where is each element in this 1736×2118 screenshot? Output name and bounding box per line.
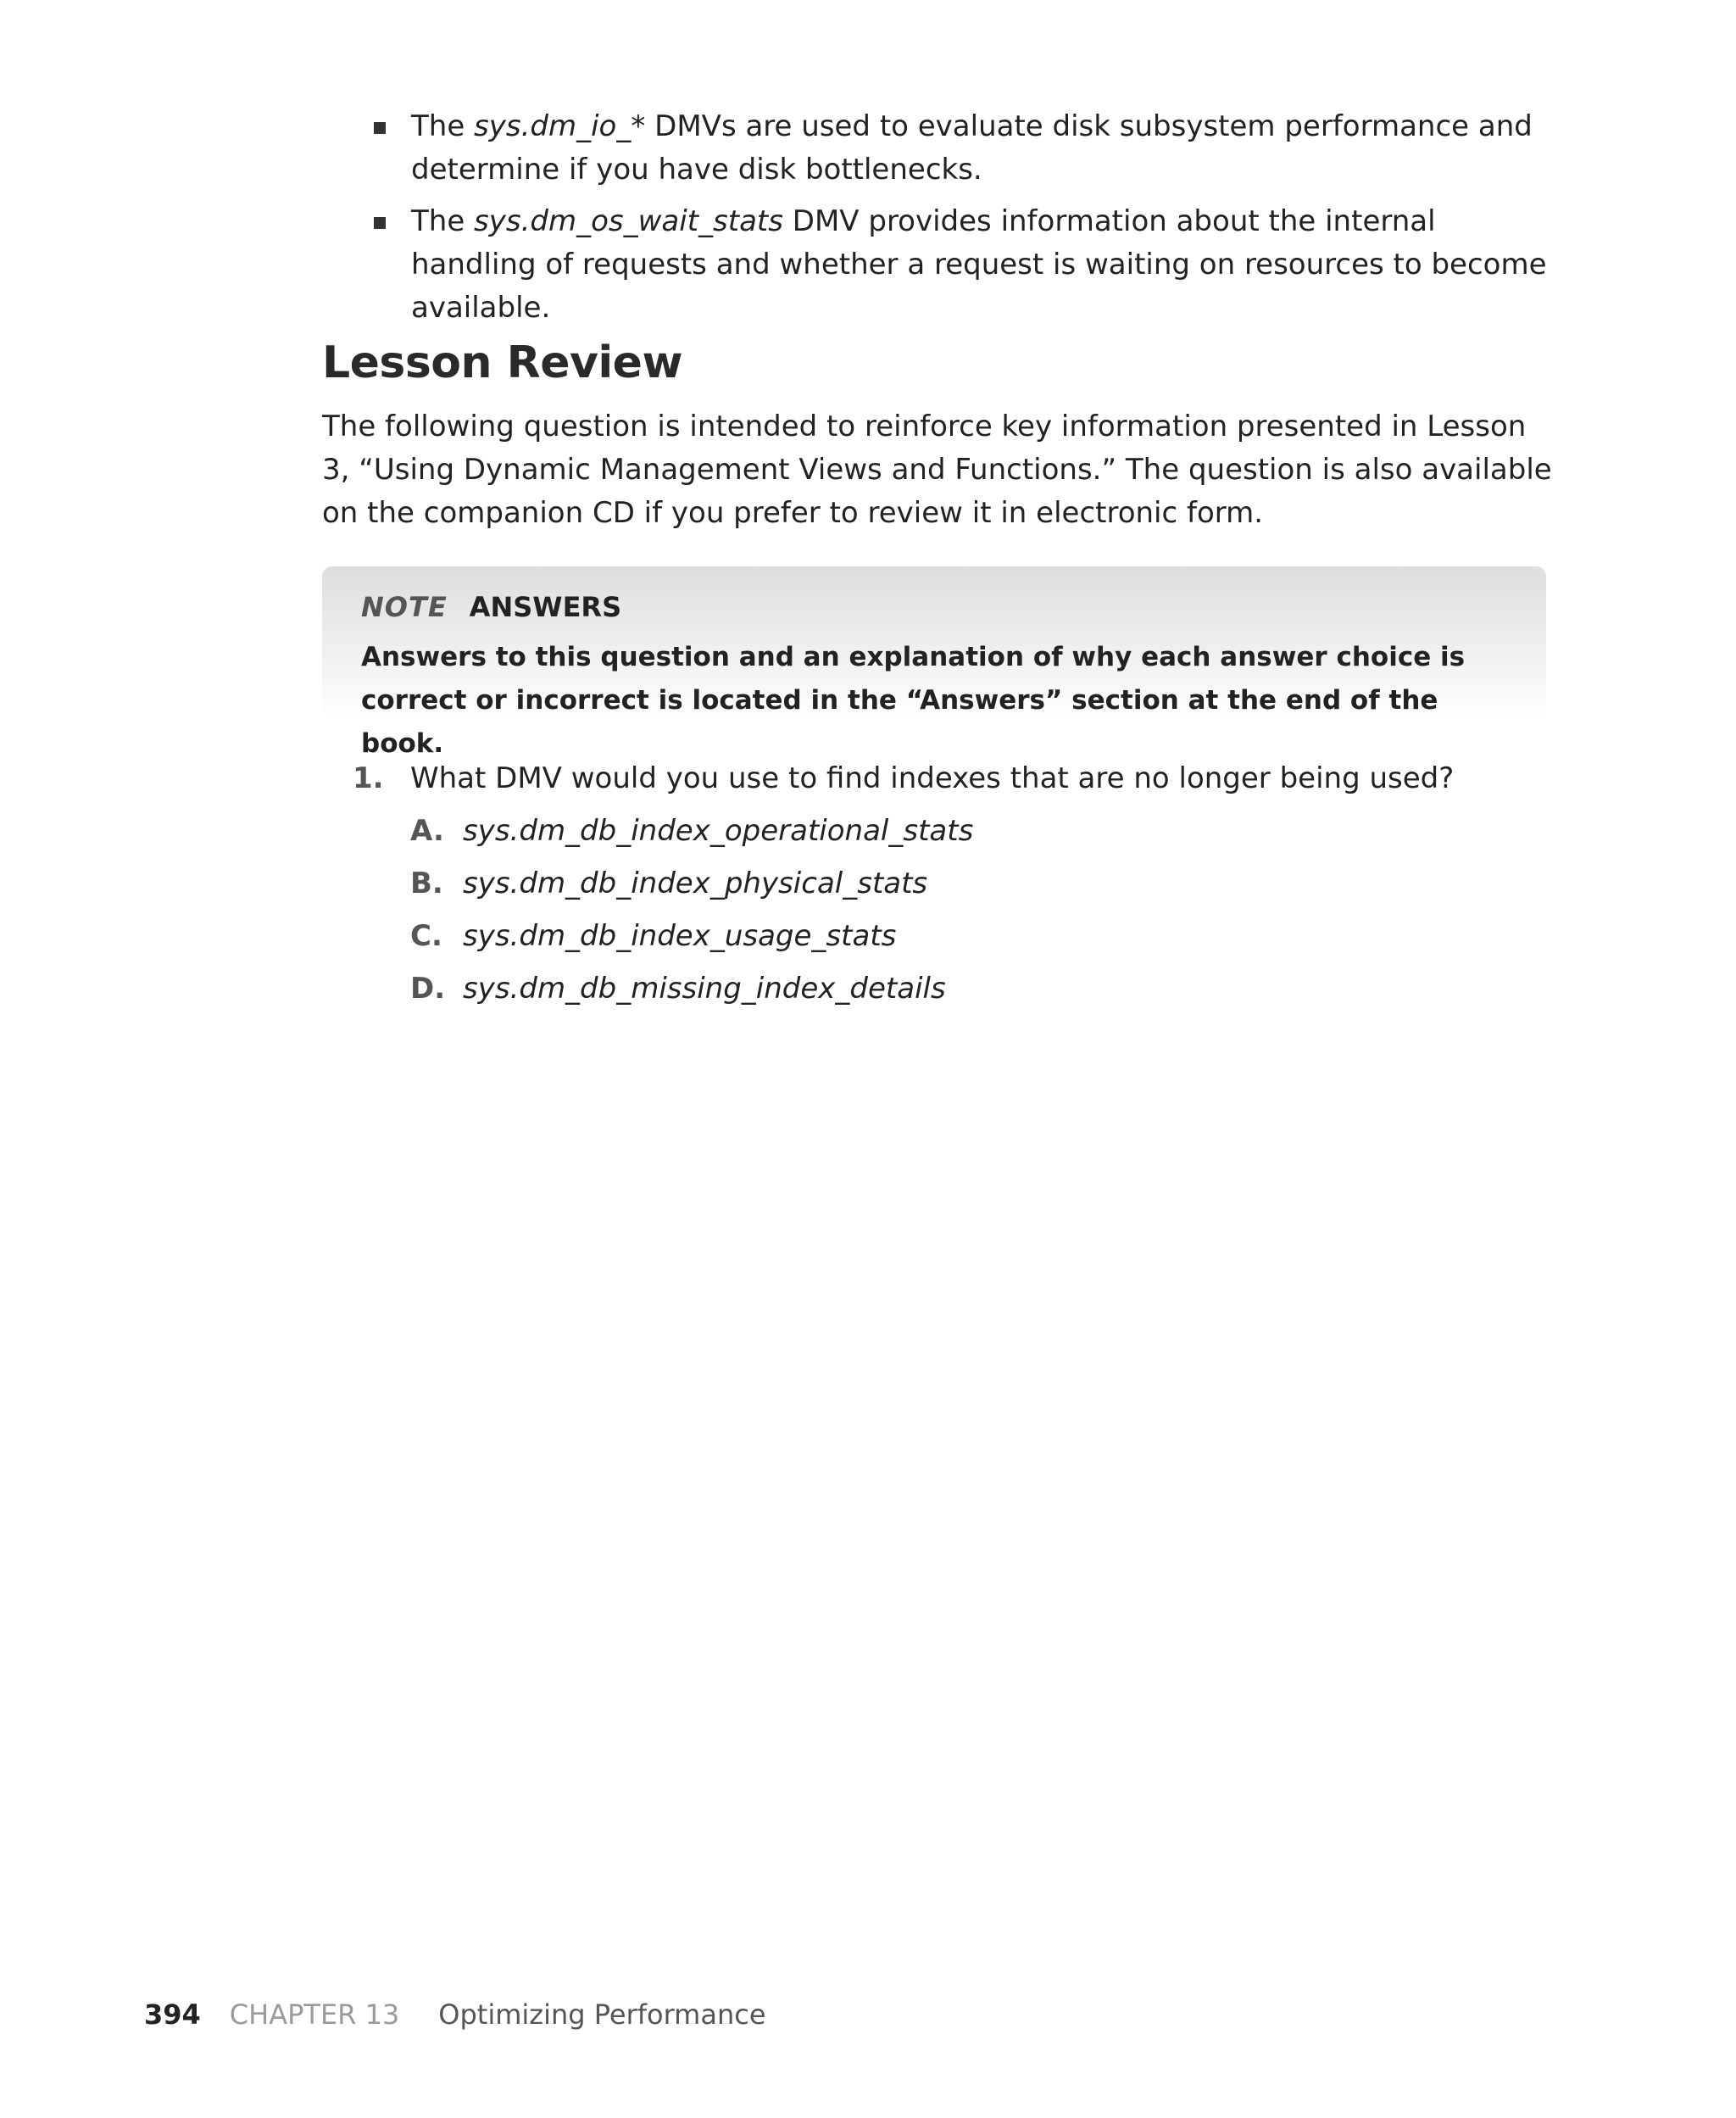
- bullet-term: sys.dm_os_wait_stats: [474, 204, 783, 238]
- choice-text: sys.dm_db_index_physical_stats: [463, 867, 928, 900]
- bullet-list: [370, 105, 1557, 338]
- choice-letter: A.: [410, 814, 444, 848]
- note-header: [361, 590, 621, 624]
- question-line: [353, 757, 1556, 800]
- note-tag: NOTE: [361, 591, 448, 623]
- note-box: [322, 566, 1546, 759]
- choice-text: sys.dm_db_index_usage_stats: [463, 919, 897, 953]
- square-bullet-icon: [374, 217, 386, 229]
- choice-text: sys.dm_db_missing_index_details: [463, 972, 946, 1006]
- bullet-suffix: DMV provides information about the internal handling of requests and whether a request is waiting on resources to become available.: [411, 204, 1547, 325]
- bullet-item: [370, 200, 1557, 330]
- section-intro: The following question is intended to reinforce key information presented in Lesson 3, “Using Dynamic Management Views and Functions.” The question is also available on the companion CD if you prefer to review it in electronic form.: [322, 410, 1552, 530]
- chapter-title: Optimizing Performance: [438, 1998, 766, 2031]
- question-text: What DMV would you use to find indexes that are no longer being used?: [410, 761, 1455, 795]
- page-footer: [144, 1998, 766, 2032]
- bullet-term: sys.dm_io_*: [474, 109, 646, 143]
- choice-text: sys.dm_db_index_operational_stats: [463, 814, 974, 848]
- choice-letter: C.: [410, 919, 442, 953]
- section-heading: Lesson Review: [322, 337, 682, 388]
- choice-letter: D.: [410, 972, 446, 1006]
- question-number: 1.: [353, 761, 384, 795]
- answer-choice: [410, 914, 1556, 958]
- choice-letter: B.: [410, 867, 443, 900]
- answer-choice: [410, 967, 1556, 1011]
- answer-choice: [410, 809, 1556, 853]
- bullet-suffix: DMVs are used to evaluate disk subsystem performance and determine if you have disk bottlenecks.: [411, 109, 1533, 187]
- page-number: 394: [144, 1998, 201, 2031]
- chapter-label: CHAPTER 13: [229, 1998, 400, 2031]
- note-title: ANSWERS: [469, 591, 622, 623]
- bullet-prefix: The: [411, 204, 475, 238]
- square-bullet-icon: [374, 122, 386, 134]
- note-body: Answers to this question and an explanation of why each answer choice is correct or incorrect is located in the “Answers” section at the end of the book.: [361, 642, 1466, 759]
- answer-choices: [353, 809, 1556, 1011]
- review-question: [353, 757, 1556, 1019]
- bullet-item: [370, 105, 1557, 192]
- bullet-prefix: The: [411, 109, 475, 143]
- answer-choice: [410, 861, 1556, 906]
